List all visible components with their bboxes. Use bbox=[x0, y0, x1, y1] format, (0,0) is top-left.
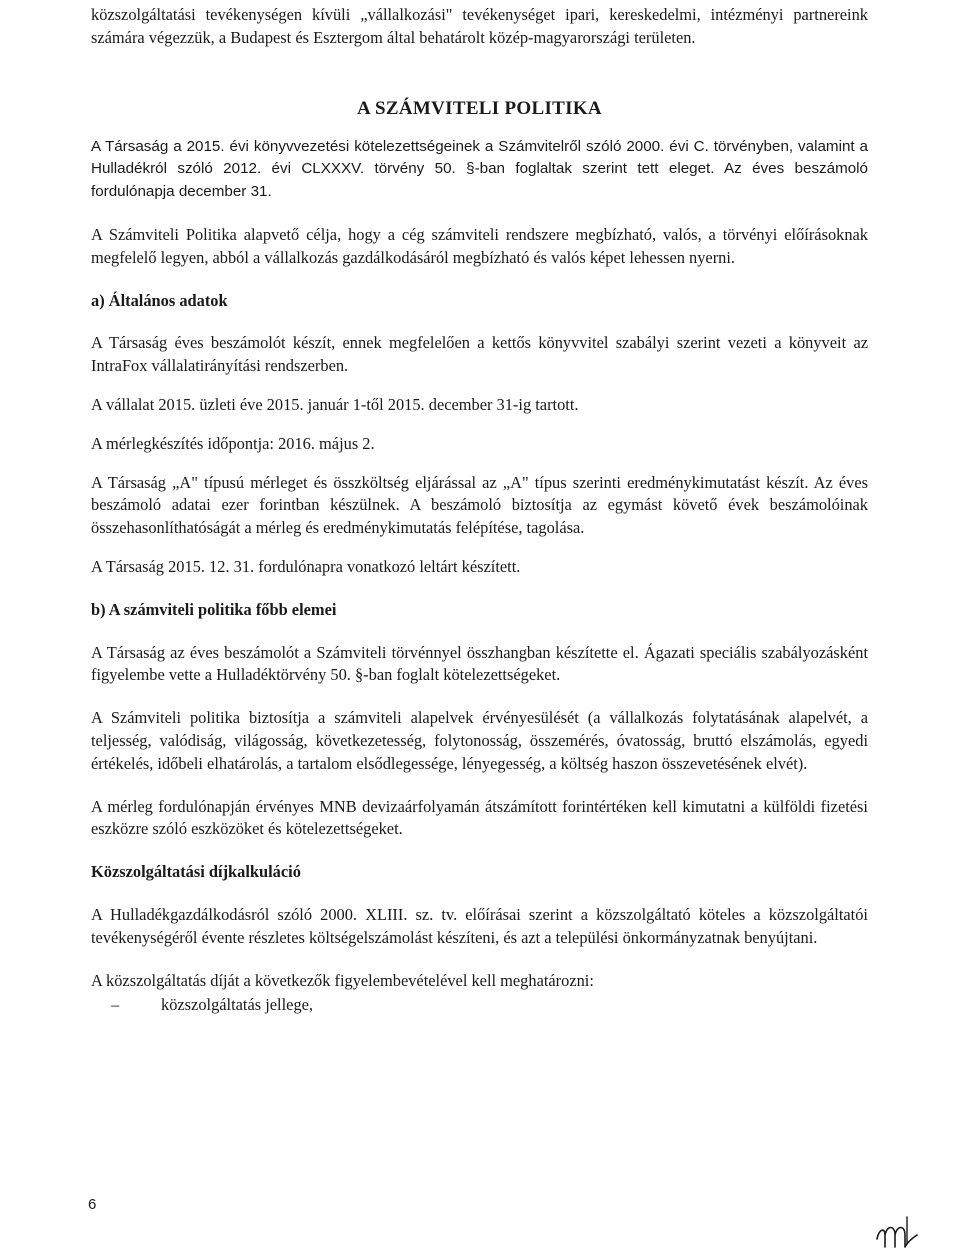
paragraph-annual-report: A Társaság éves beszámolót készít, ennek megfelelően a kettős könyvvitel szabályi szerint vezeti a könyveit az IntraFox vállalatirányítási rendszerben. bbox=[91, 333, 868, 376]
paragraph-accounting-law: A Társaság az éves beszámolót a Számviteli törvénnyel összhangban készítette el. Ágazati speciális szabályozásként figyelembe vette a Hulladéktörvény 50. §-ban foglalt kötelezettségeket. bbox=[91, 642, 868, 685]
paragraph-principles: A Számviteli politika biztosítja a számviteli alapelvek érvényesülését (a vállalkozás folytatásának alapelvét, a teljesség, valódiság, világosság, következetesség, folytonosság, összemérés, óvatosság, bruttó elszámolás, egyedi értékelés, időbeli elhatárolás, a tartalom elsődlegessége, lényegesség, a költség haszon összevetésének elvét). bbox=[91, 708, 868, 773]
list-dash: – bbox=[111, 995, 120, 1015]
paragraph-business-year: A vállalat 2015. üzleti éve 2015. január 1-től 2015. december 31-ig tartott. bbox=[91, 394, 579, 414]
document-page bbox=[91, 4, 868, 1017]
main-title: A SZÁMVITELI POLITIKA bbox=[357, 97, 602, 119]
paragraph-inventory: A Társaság 2015. 12. 31. fordulónapra vonatkozó leltárt készített. bbox=[91, 556, 521, 576]
paragraph-balance-date: A mérlegkészítés időpontja: 2016. május 2. bbox=[91, 433, 375, 453]
handwritten-initials-signature bbox=[873, 1213, 945, 1251]
intro-paragraph: közszolgáltatási tevékenységen kívüli „vállalkozási" tevékenységet ipari, kereskedelmi, intézményi partnereink számára végezzük, a Budapest és Esztergom által behatárolt közép-magyarországi területen. bbox=[91, 5, 868, 47]
paragraph-fiscal-obligations: A Társaság a 2015. évi könyvvezetési kötelezettségeinek a Számvitelről szóló 2000. évi C. törvényben, valamint a Hulladékról szóló 2012. évi CLXXXV. törvény 50. §-ban foglaltak szerint tett eleget. Az éves beszámoló fordulónapja december 31. bbox=[91, 137, 868, 201]
list-item bbox=[91, 994, 868, 1017]
list-item-text: közszolgáltatás jellege, bbox=[161, 995, 314, 1015]
page-number: 6 bbox=[88, 1196, 97, 1213]
paragraph-exchange-rate: A mérleg fordulónapján érvényes MNB devizaárfolyamán átszámított forintértéken kell kimutatni a külföldi fizetési eszközre szóló eszközöket és kötelezettségeket. bbox=[91, 796, 868, 839]
section-heading-policy-elements: b) A számviteli politika főbb elemei bbox=[91, 599, 337, 619]
section-heading-fee-calculation: Közszolgáltatási díjkalkuláció bbox=[91, 862, 301, 882]
paragraph-waste-law: A Hulladékgazdálkodásról szóló 2000. XLIII. sz. tv. előírásai szerint a közszolgáltató köteles a közszolgáltatói tevékenységéről évente részletes költségelszámolást készíteni, és azt a települési önkormányzatnak benyújtani. bbox=[91, 904, 868, 947]
paragraph-fee-determination: A közszolgáltatás díját a következők figyelembevételével kell meghatározni: bbox=[91, 970, 594, 990]
section-heading-general-data: a) Általános adatok bbox=[91, 290, 228, 310]
paragraph-balance-type: A Társaság „A" típusú mérleget és összköltség eljárással az „A" típus szerinti eredménykimutatást készít. Az éves beszámoló adatai ezer forintban készülnek. A beszámoló biztosítja az egymást követő évek beszámolóinak összehasonlíthatóságát a mérleg és eredménykimutatás felépítése, tagolása. bbox=[91, 472, 868, 538]
paragraph-policy-goal: A Számviteli Politika alapvető célja, hogy a cég számviteli rendszere megbízható, valós, a törvényi előírásoknak megfelelő legyen, abból a vállalkozás gazdálkodásáról megbízható és valós képet lehessen nyerni. bbox=[91, 224, 868, 267]
